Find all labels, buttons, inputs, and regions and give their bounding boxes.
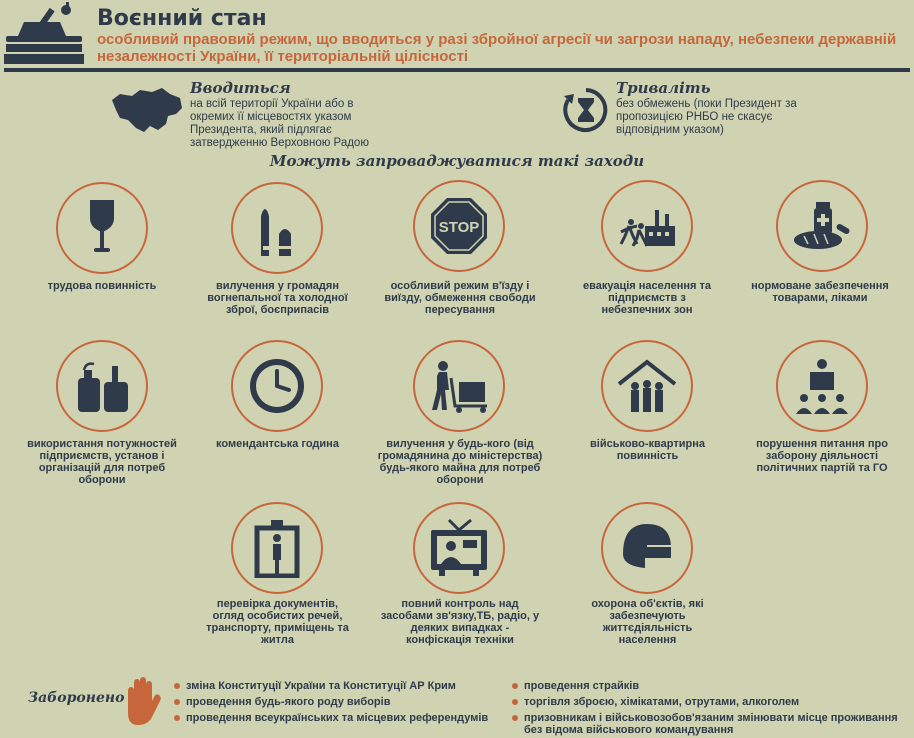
- measure-label-weapons: вилучення у громадян вогнепальної та холодної зброї, боєприпасів: [207, 280, 348, 316]
- ammo-icon: [247, 198, 307, 258]
- clock-icon: [247, 356, 307, 416]
- helmet-icon: [617, 518, 677, 578]
- stop-sign-icon: [429, 196, 489, 256]
- measure-label-curfew: комендантська година: [216, 438, 339, 450]
- measure-circle-inspection: [231, 502, 323, 594]
- measure-circle-curfew: [231, 340, 323, 432]
- evacuation-icon: [617, 196, 677, 256]
- measure-circle-rationing: [776, 180, 868, 272]
- forbidden-item: проведення будь-якого роду виборів: [174, 696, 504, 708]
- introduced-heading: Вводиться: [190, 79, 291, 97]
- measure-label-seizure: вилучення у будь-кого (від громадянина до міністерства) будь-якого майна для потреб оборони: [377, 438, 543, 486]
- measure-circle-evacuation: [601, 180, 693, 272]
- porter-icon: [429, 356, 489, 416]
- measures-title: Можуть запроваджуватися такі заходи: [269, 152, 645, 170]
- measure-circle-parties: [776, 340, 868, 432]
- measure-label-labor: трудова повинність: [47, 280, 157, 292]
- svg-text:STOP: STOP: [438, 219, 480, 236]
- page-title: Воєнний стан: [97, 6, 267, 31]
- forbidden-item: торгівля зброєю, хімікатами, отрутами, алкоголем: [512, 696, 912, 708]
- forbidden-item: проведення всеукраїнських та місцевих референдумів: [174, 712, 514, 724]
- measure-label-evacuation: евакуація населення та підприємств з небезпечних зон: [583, 280, 711, 316]
- forbidden-item: призовникам і військовозобов'язаним змінювати місце проживання без відома військового командування: [512, 712, 912, 736]
- bread-medicine-icon: [792, 196, 852, 256]
- stop-hand-icon: [120, 677, 162, 725]
- forbidden-item: проведення страйків: [512, 680, 912, 692]
- introduced-text: на всій території України або в окремих її місцевостях указом Президента, який підлягає затвердженню Верховною Радою: [190, 98, 369, 149]
- speaker-podium-icon: [792, 356, 852, 416]
- shovel-icon: [72, 198, 132, 258]
- soldiers-house-icon: [617, 356, 677, 416]
- measure-circle-quartering: [601, 340, 693, 432]
- measure-label-stop: особливий режим в'їзду і виїзду, обмеження свободи пересування: [384, 280, 536, 316]
- tv-news-icon: [429, 518, 489, 578]
- measure-circle-enterprises: [56, 340, 148, 432]
- measure-circle-labor: [56, 182, 148, 274]
- measure-circle-media: [413, 502, 505, 594]
- duration-text: без обмежень (поки Президент за пропозицією РНБО не скасує відповідним указом): [616, 98, 797, 136]
- measure-label-rationing: нормоване забезпечення товарами, ліками: [751, 280, 889, 304]
- measure-label-parties: порушення питання про заборону діяльності політичних партій та ГО: [756, 438, 888, 474]
- measure-label-guarding: охорона об'єктів, які забезпечують життєдіяльність населення: [591, 598, 704, 646]
- ukraine-map-icon: [110, 86, 184, 136]
- gas-canisters-icon: [72, 356, 132, 416]
- measure-label-quartering: військово-квартирна повинність: [590, 438, 705, 462]
- measure-circle-seizure: [413, 340, 505, 432]
- duration-heading: Триваліть: [616, 79, 711, 97]
- measure-circle-weapons: [231, 182, 323, 274]
- page-subtitle: особливий правовий режим, що вводиться у разі збройної агресії чи загрози нападу, небезпеки державній незалежності України, її територіальній цілісності: [97, 31, 897, 65]
- measure-label-media: повний контроль над засобами зв'язку,ТБ, радіо, у деяких випадках - конфіскація техніки: [380, 598, 540, 646]
- measure-circle-stop: [413, 180, 505, 272]
- header-divider: [4, 68, 910, 72]
- measure-label-inspection: перевірка документів, огляд особистих речей, транспорту, приміщень та житла: [206, 598, 349, 646]
- forbidden-label: Заборонено: [28, 690, 125, 706]
- measure-circle-guarding: [601, 502, 693, 594]
- security-gate-icon: [247, 518, 307, 578]
- forbidden-item: зміна Конституції України та Конституції АР Крим: [174, 680, 504, 692]
- measure-label-enterprises: використання потужностей підприємств, установ і організацій для потреб оборони: [27, 438, 177, 486]
- tank-icon: [4, 2, 84, 68]
- hourglass-icon: [562, 86, 610, 134]
